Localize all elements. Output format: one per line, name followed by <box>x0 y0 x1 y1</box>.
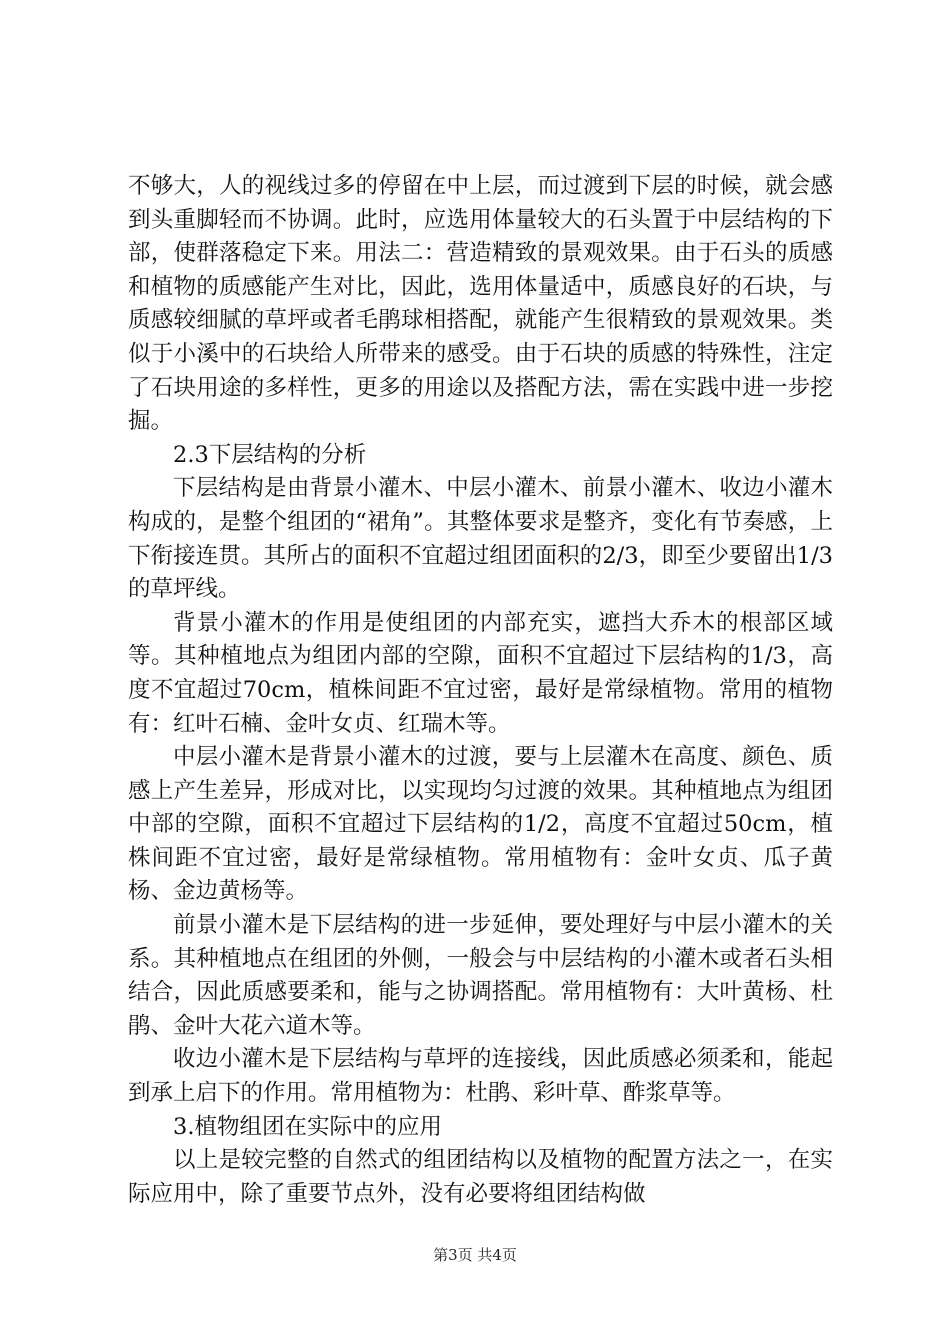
paragraph-1: 不够大，人的视线过多的停留在中上层，而过渡到下层的时候，就会感到头重脚轻而不协调。此时，应选用体量较大的石头置于中层结构的下部，使群落稳定下来。用法二：营造精致的景观效果。由于石头的质感和植物的质感能产生对比，因此，选用体量适中，质感良好的石块，与质感较细腻的草坪或者毛鹃球相搭配，就能产生很精致的景观效果。类似于小溪中的石块给人所带来的感受。由于石块的质感的特殊性，注定了石块用途的多样性，更多的用途以及搭配方法，需在实践中进一步挖掘。 <box>128 173 833 435</box>
section-heading-3: 3.植物组团在实际中的应用 <box>173 1113 442 1140</box>
section-heading-2-3: 2.3下层结构的分析 <box>173 441 367 468</box>
paragraph-6: 前景小灌木是下层结构的进一步延伸，要处理好与中层小灌木的关系。其种植地点在组团的外侧，一般会与中层结构的小灌木或者石头相结合，因此质感要柔和，能与之协调搭配。常用植物有：大叶黄杨、杜鹃、金叶大花六道木等。 <box>128 912 833 1039</box>
paragraph-4: 背景小灌木的作用是使组团的内部充实，遮挡大乔木的根部区域等。其种植地点为组团内部的空隙，面积不宜超过下层结构的1/3，高度不宜超过70cm，植株间距不宜过密，最好是常绿植物。常用的植物有：红叶石楠、金叶女贞、红瑞木等。 <box>128 609 833 737</box>
document-body <box>128 170 833 1211</box>
paragraph-7: 收边小灌木是下层结构与草坪的连接线，因此质感必须柔和，能起到承上启下的作用。常用植物为：杜鹃、彩叶草、酢浆草等。 <box>128 1046 833 1107</box>
paragraph-9: 以上是较完整的自然式的组团结构以及植物的配置方法之一，在实际应用中，除了重要节点外，没有必要将组团结构做 <box>128 1147 833 1207</box>
paragraph-5: 中层小灌木是背景小灌木的过渡，要与上层灌木在高度、颜色、质感上产生差异，形成对比，以实现均匀过渡的效果。其种植地点为组团中部的空隙，面积不宜超过下层结构的1/2，高度不宜超过50cm，植株间距不宜过密，最好是常绿植物。常用植物有：金叶女贞、瓜子黄杨、金边黄杨等。 <box>128 744 833 905</box>
page-footer: 第3页 共4页 <box>433 1246 517 1264</box>
paragraph-3: 下层结构是由背景小灌木、中层小灌木、前景小灌木、收边小灌木构成的，是整个组团的“裙角”。其整体要求是整齐，变化有节奏感，上下衔接连贯。其所占的面积不宜超过组团面积的2/3，即至少要留出1/3的草坪线。 <box>128 475 833 603</box>
